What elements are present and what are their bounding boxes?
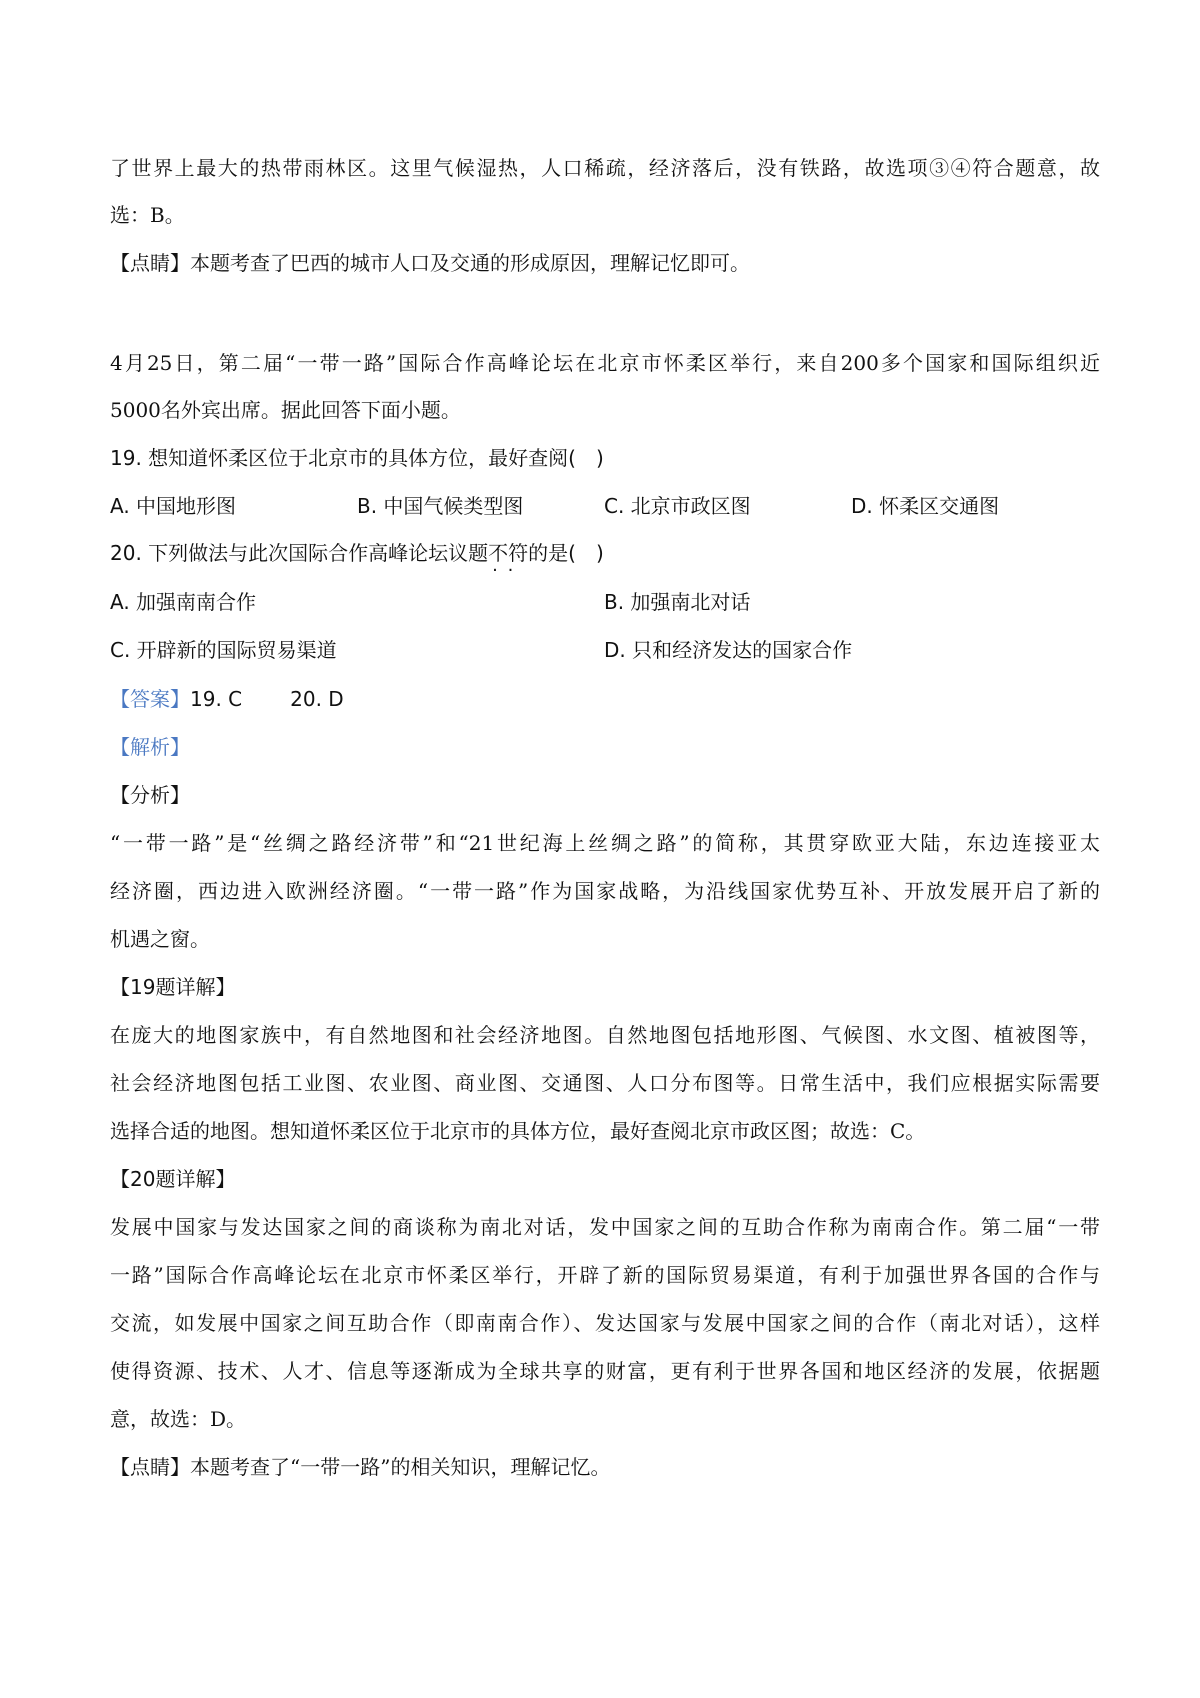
q20-option-c: C. 开辟新的国际贸易渠道: [110, 638, 337, 662]
question-19-stem: 19. 想知道怀柔区位于北京市的具体方位，最好查阅( ): [110, 446, 604, 470]
paragraph-line: 在庞大的地图家族中，有自然地图和社会经济地图。自然地图包括地形图、气候图、水文图、植被图等，: [110, 1023, 1100, 1047]
dianjing-note: 【点睛】本题考查了“一带一路”的相关知识，理解记忆。: [110, 1455, 611, 1479]
stem-text: 20. 下列做法与此次国际合作高峰论坛议题: [110, 541, 489, 565]
emphasis-text: 不符 · ·: [488, 538, 528, 568]
material-line: 4月25日，第二届“一带一路”国际合作高峰论坛在北京市怀柔区举行，来自200多个国家和国际组织近: [110, 351, 1100, 375]
paragraph-line: 意，故选：D。: [110, 1407, 247, 1431]
paragraph-line: 一路”国际合作高峰论坛在北京市怀柔区举行，开辟了新的国际贸易渠道，有利于加强世界各国的合作与: [110, 1263, 1100, 1287]
paragraph-line: 交流，如发展中国家之间互助合作（即南南合作）、发达国家与发展中国家之间的合作（南北对话），这样: [110, 1311, 1100, 1335]
dianjing-note: 【点睛】本题考查了巴西的城市人口及交通的形成原因，理解记忆即可。: [110, 251, 750, 275]
jiexi-label: 【解析】: [110, 735, 190, 759]
paragraph-line: 使得资源、技术、人才、信息等逐渐成为全球共享的财富，更有利于世界各国和地区经济的发展，依据题: [110, 1359, 1100, 1383]
detail-19-label: 【19题详解】: [110, 975, 236, 999]
material-line: 5000名外宾出席。据此回答下面小题。: [110, 398, 461, 422]
question-20-stem: [110, 538, 1100, 568]
paragraph-line: “一带一路”是“丝绸之路经济带”和“21世纪海上丝绸之路”的简称，其贯穿欧亚大陆，东边连接亚太: [110, 831, 1100, 855]
paragraph-line: 发展中国家与发达国家之间的商谈称为南北对话，发中国家之间的互助合作称为南南合作。第二届“一带: [110, 1215, 1100, 1239]
answer-label: 【答案】: [110, 687, 190, 711]
paragraph-line: 社会经济地图包括工业图、农业图、商业图、交通图、人口分布图等。日常生活中，我们应根据实际需要: [110, 1071, 1100, 1095]
q19-option-b: B. 中国气候类型图: [357, 494, 524, 518]
q19-option-a: A. 中国地形图: [110, 494, 237, 518]
q20-option-d: D. 只和经济发达的国家合作: [604, 638, 853, 662]
paragraph-line: 选：B。: [110, 203, 185, 227]
answer-19: 19. C: [190, 687, 243, 711]
q19-option-d: D. 怀柔区交通图: [851, 494, 1000, 518]
answer-line: [110, 684, 1100, 714]
fenxi-label: 【分析】: [110, 783, 190, 807]
stem-text: 的是( ): [528, 541, 604, 565]
paragraph-line: 选择合适的地图。想知道怀柔区位于北京市的具体方位，最好查阅北京市政区图；故选：C。: [110, 1119, 926, 1143]
paragraph-line: 了世界上最大的热带雨林区。这里气候湿热，人口稀疏，经济落后，没有铁路，故选项③④符合题意，故: [110, 156, 1100, 180]
q20-option-b: B. 加强南北对话: [604, 590, 751, 614]
paragraph-line: 经济圈，西边进入欧洲经济圈。“一带一路”作为国家战略，为沿线国家优势互补、开放发展开启了新的: [110, 879, 1100, 903]
answer-20: 20. D: [290, 687, 344, 711]
detail-20-label: 【20题详解】: [110, 1167, 236, 1191]
q20-option-a: A. 加强南南合作: [110, 590, 257, 614]
paragraph-line: 机遇之窗。: [110, 927, 210, 951]
q19-option-c: C. 北京市政区图: [604, 494, 751, 518]
